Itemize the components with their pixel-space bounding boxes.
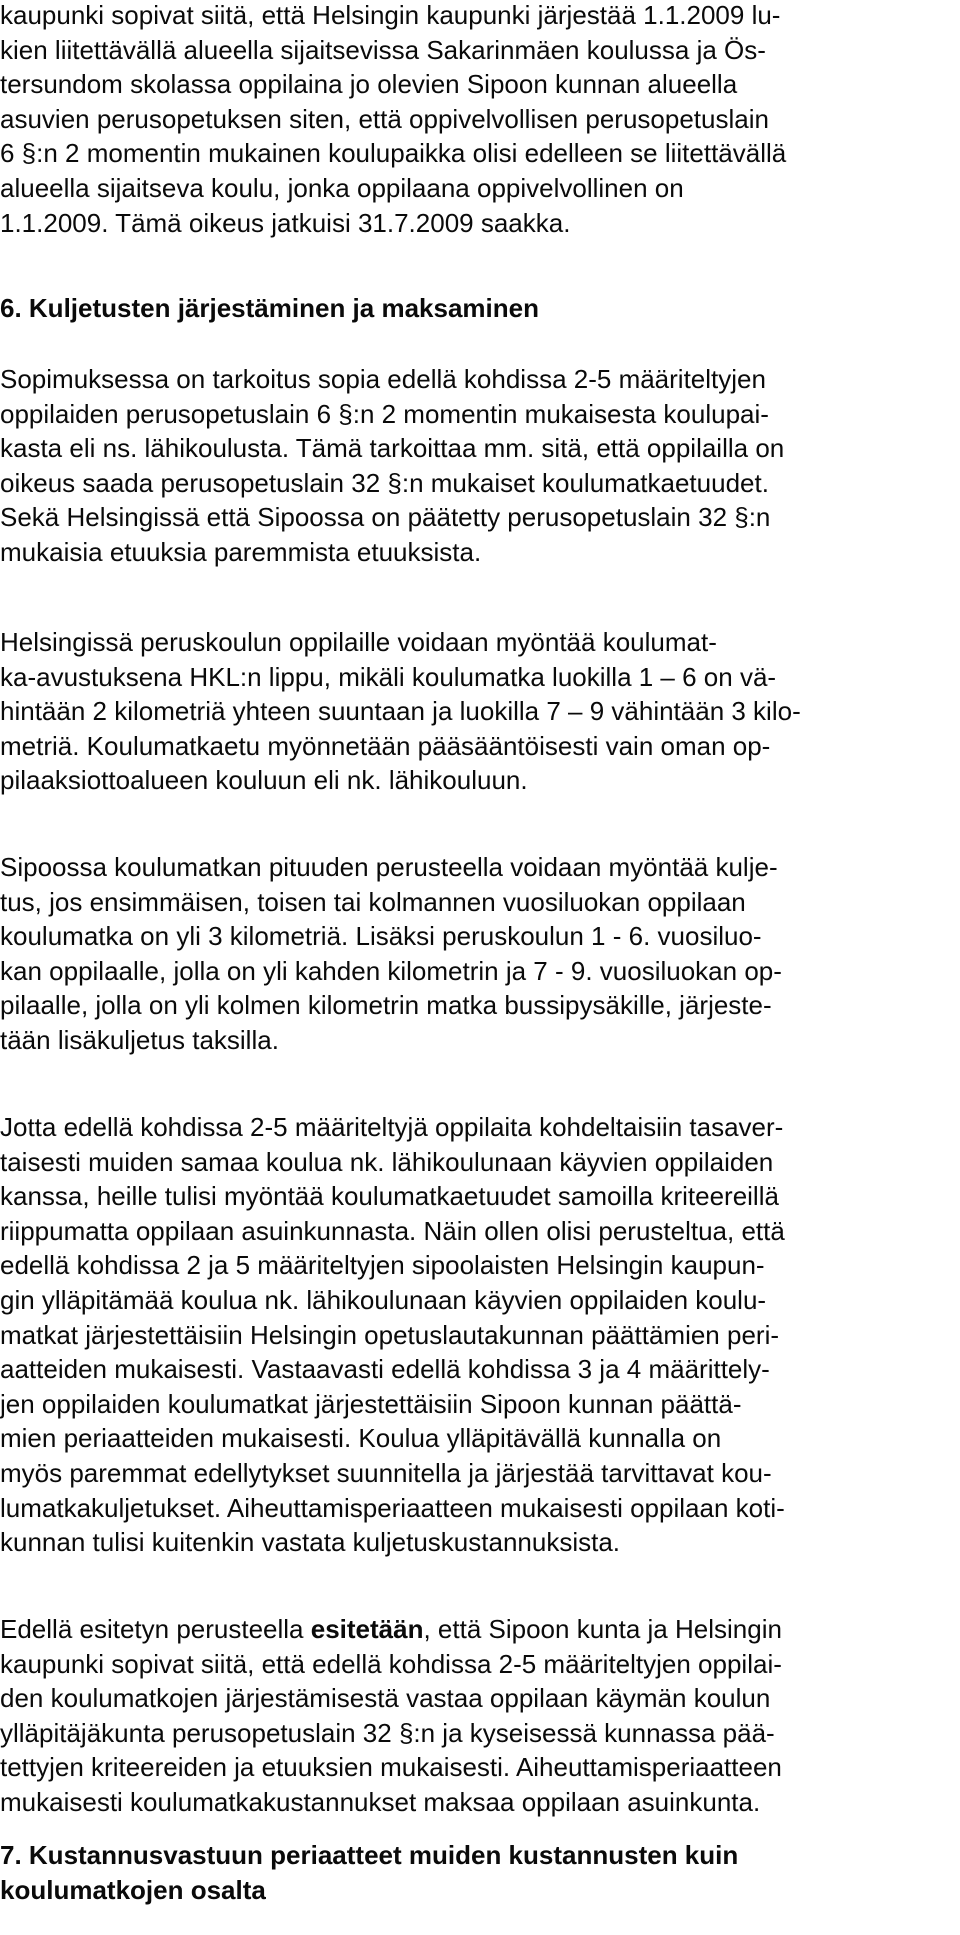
text-line: tään lisäkuljetus taksilla.	[0, 1024, 279, 1055]
text-line: jen oppilaiden koulumatkat järjestettäisiin Sipoon kunnan päättä-	[0, 1388, 742, 1419]
text-line: edellä kohdissa 2 ja 5 määriteltyjen sipoolaisten Helsingin kaupun-	[0, 1250, 765, 1281]
paragraph-lahikoulu-agreement	[0, 362, 960, 570]
proposal-remaining-lines	[0, 1647, 960, 1820]
section-7-title-line: 7. Kustannusvastuun periaatteet muiden kustannusten kuin	[0, 1840, 739, 1870]
text-line: myös paremmat edellytykset suunnitella ja järjestää tarvittavat kou-	[0, 1457, 772, 1488]
text-line: oppilaiden perusopetuslain 6 §:n 2 momentin mukaisesta koulupai-	[0, 398, 769, 429]
text-line: tus, jos ensimmäisen, toisen tai kolmannen vuosiluokan oppilaan	[0, 886, 746, 917]
proposal-trail-text: , että Sipoon kunta ja Helsingin	[423, 1614, 782, 1644]
intro-paragraph	[0, 0, 960, 240]
text-line: koulumatka on yli 3 kilometriä. Lisäksi peruskoulun 1 - 6. vuosiluo-	[0, 921, 762, 952]
text-line: metriä. Koulumatkaetu myönnetään pääsääntöisesti vain oman op-	[0, 730, 771, 761]
proposal-first-line	[0, 1612, 960, 1647]
text-line: ylläpitäjäkunta perusopetuslain 32 §:n ja kyseisessä kunnassa pää-	[0, 1717, 775, 1748]
text-line: kunnan tulisi kuitenkin vastata kuljetuskustannuksista.	[0, 1527, 621, 1558]
proposal-emphasis: esitetään	[310, 1614, 424, 1644]
text-line: pilaaksiottoalueen kouluun eli nk. lähikouluun.	[0, 765, 528, 796]
text-line: kaupunki sopivat siitä, että edellä kohdissa 2-5 määriteltyjen oppilai-	[0, 1648, 782, 1679]
paragraph-equal-treatment	[0, 1110, 960, 1560]
text-line: kien liitettävällä alueella sijaitsevissa Sakarinmäen koulussa ja Ös-	[0, 34, 766, 65]
text-line: riippumatta oppilaan asuinkunnasta. Näin ollen olisi perusteltua, että	[0, 1215, 785, 1246]
text-line: kan oppilaalle, jolla on yli kahden kilometrin ja 7 - 9. vuosiluokan op-	[0, 955, 782, 986]
paragraph-proposal	[0, 1612, 960, 1820]
text-line: tersundom skolassa oppilaina jo olevien Sipoon kunnan alueella	[0, 69, 738, 100]
text-line: Sekä Helsingissä että Sipoossa on päätetty perusopetuslain 32 §:n	[0, 502, 771, 533]
text-line: mukaisesti koulumatkakustannukset maksaa oppilaan asuinkunta.	[0, 1786, 761, 1817]
text-line: Sopimuksessa on tarkoitus sopia edellä kohdissa 2-5 määriteltyjen	[0, 364, 766, 394]
text-line: asuvien perusopetuksen siten, että oppivelvollisen perusopetuslain	[0, 103, 769, 134]
text-line: mien periaatteiden mukaisesti. Koulua ylläpitävällä kunnalla on	[0, 1423, 722, 1454]
section-7-title-line: koulumatkojen osalta	[0, 1874, 266, 1905]
text-line: lumatkakuljetukset. Aiheuttamisperiaatteen mukaisesti oppilaan koti-	[0, 1492, 785, 1523]
section-6-heading	[0, 291, 960, 326]
text-line: oikeus saada perusopetuslain 32 §:n mukaiset koulumatkaetuudet.	[0, 467, 769, 498]
paragraph-sipoo-transport	[0, 850, 960, 1058]
text-line: Helsingissä peruskoulun oppilaille voidaan myöntää koulumat-	[0, 627, 717, 657]
text-line: pilaalle, jolla on yli kolmen kilometrin matka bussipysäkille, järjeste-	[0, 990, 772, 1021]
text-line: Jotta edellä kohdissa 2-5 määriteltyjä oppilaita kohdeltaisiin tasaver-	[0, 1112, 784, 1142]
text-line: den koulumatkojen järjestämisestä vastaa oppilaan käymän koulun	[0, 1683, 771, 1714]
text-line: hintään 2 kilometriä yhteen suuntaan ja luokilla 7 – 9 vähintään 3 kilo-	[0, 696, 801, 727]
text-line: kaupunki sopivat siitä, että Helsingin kaupunki järjestää 1.1.2009 lu-	[0, 0, 781, 30]
proposal-lead-text: Edellä esitetyn perusteella	[0, 1614, 311, 1644]
text-line: matkat järjestettäisiin Helsingin opetuslautakunnan päättämien peri-	[0, 1319, 779, 1350]
text-line: ka-avustuksena HKL:n lippu, mikäli koulumatka luokilla 1 – 6 on vä-	[0, 661, 777, 692]
text-line: tettyjen kriteereiden ja etuuksien mukaisesti. Aiheuttamisperiaatteen	[0, 1752, 782, 1783]
text-line: kasta eli ns. lähikoulusta. Tämä tarkoittaa mm. sitä, että oppilailla on	[0, 433, 785, 464]
paragraph-helsinki-travel-benefits	[0, 625, 960, 798]
text-line: taisesti muiden samaa koulua nk. lähikoulunaan käyvien oppilaiden	[0, 1146, 774, 1177]
section-6-title: 6. Kuljetusten järjestäminen ja maksaminen	[0, 293, 539, 323]
text-line: kanssa, heille tulisi myöntää koulumatkaetuudet samoilla kriteereillä	[0, 1181, 779, 1212]
text-line: gin ylläpitämää koulua nk. lähikoulunaan käyvien oppilaiden koulu-	[0, 1284, 767, 1315]
text-line: Sipoossa koulumatkan pituuden perusteella voidaan myöntää kulje-	[0, 852, 778, 882]
text-line: aatteiden mukaisesti. Vastaavasti edellä kohdissa 3 ja 4 määrittely-	[0, 1354, 770, 1385]
text-line: mukaisia etuuksia paremmista etuuksista.	[0, 536, 482, 567]
text-line: 6 §:n 2 momentin mukainen koulupaikka olisi edelleen se liitettävällä	[0, 138, 787, 169]
text-line: alueella sijaitseva koulu, jonka oppilaana oppivelvollinen on	[0, 172, 684, 203]
text-line: 1.1.2009. Tämä oikeus jatkuisi 31.7.2009 saakka.	[0, 207, 571, 238]
section-7-heading	[0, 1838, 960, 1907]
